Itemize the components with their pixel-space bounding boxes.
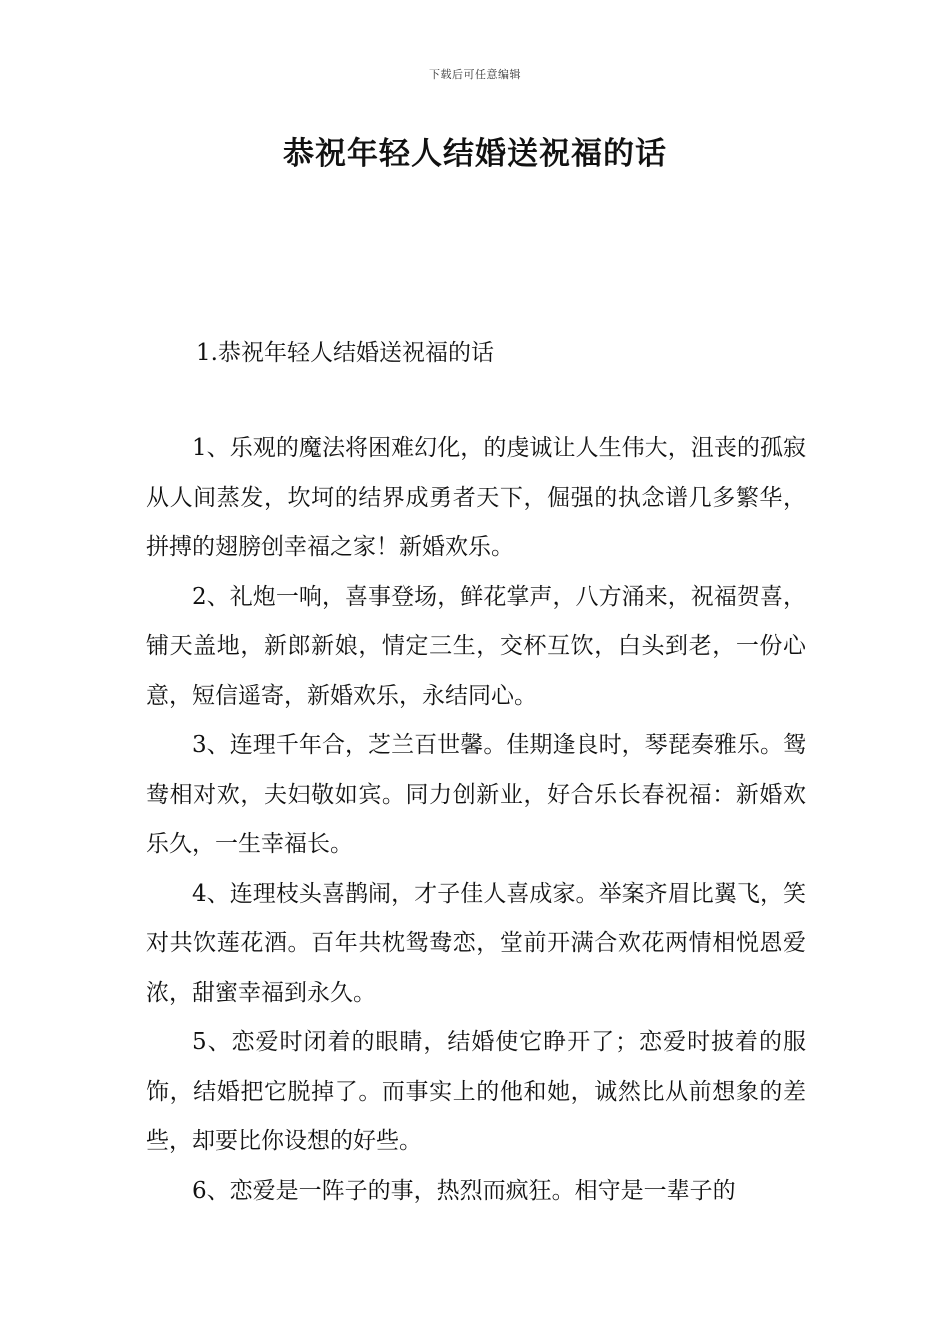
section-heading: 1.恭祝年轻人结婚送祝福的话 (196, 340, 494, 366)
paragraph-2: 2、礼炮一响，喜事登场，鲜花掌声，八方涌来，祝福贺喜，铺天盖地，新郎新娘，情定三生，交杯互饮，白头到老，一份心意，短信遥寄，新婚欢乐，永结同心。 (146, 583, 806, 709)
document-title: 恭祝年轻人结婚送祝福的话 (283, 136, 667, 172)
paragraph-6: 6、恋爱是一阵子的事，热烈而疯狂。相守是一辈子的 (192, 1177, 736, 1204)
paragraph-4: 4、连理枝头喜鹊闹，才子佳人喜成家。举案齐眉比翼飞，笑对共饮莲花酒。百年共枕鸳鸯恋，堂前开满合欢花两情相悦恩爱浓，甜蜜幸福到永久。 (146, 880, 806, 1006)
paragraph-3: 3、连理千年合，芝兰百世馨。佳期逢良时，琴琵奏雅乐。鸳鸯相对欢，夫妇敬如宾。同力创新业，好合乐长春祝福：新婚欢乐久，一生幸福长。 (146, 732, 806, 857)
body-text (146, 424, 806, 1216)
paragraph-5: 5、恋爱时闭着的眼睛，结婚使它睁开了；恋爱时披着的服饰，结婚把它脱掉了。而事实上的他和她，诚然比从前想象的差些，却要比你设想的好些。 (146, 1029, 806, 1154)
paragraph-1: 1、乐观的魔法将困难幻化，的虔诚让人生伟大，沮丧的孤寂从人间蒸发，坎坷的结界成勇者天下，倔强的执念谱几多繁华，拼搏的翅膀创幸福之家！新婚欢乐。 (146, 435, 806, 560)
header-note: 下载后可任意编辑 (429, 68, 521, 81)
